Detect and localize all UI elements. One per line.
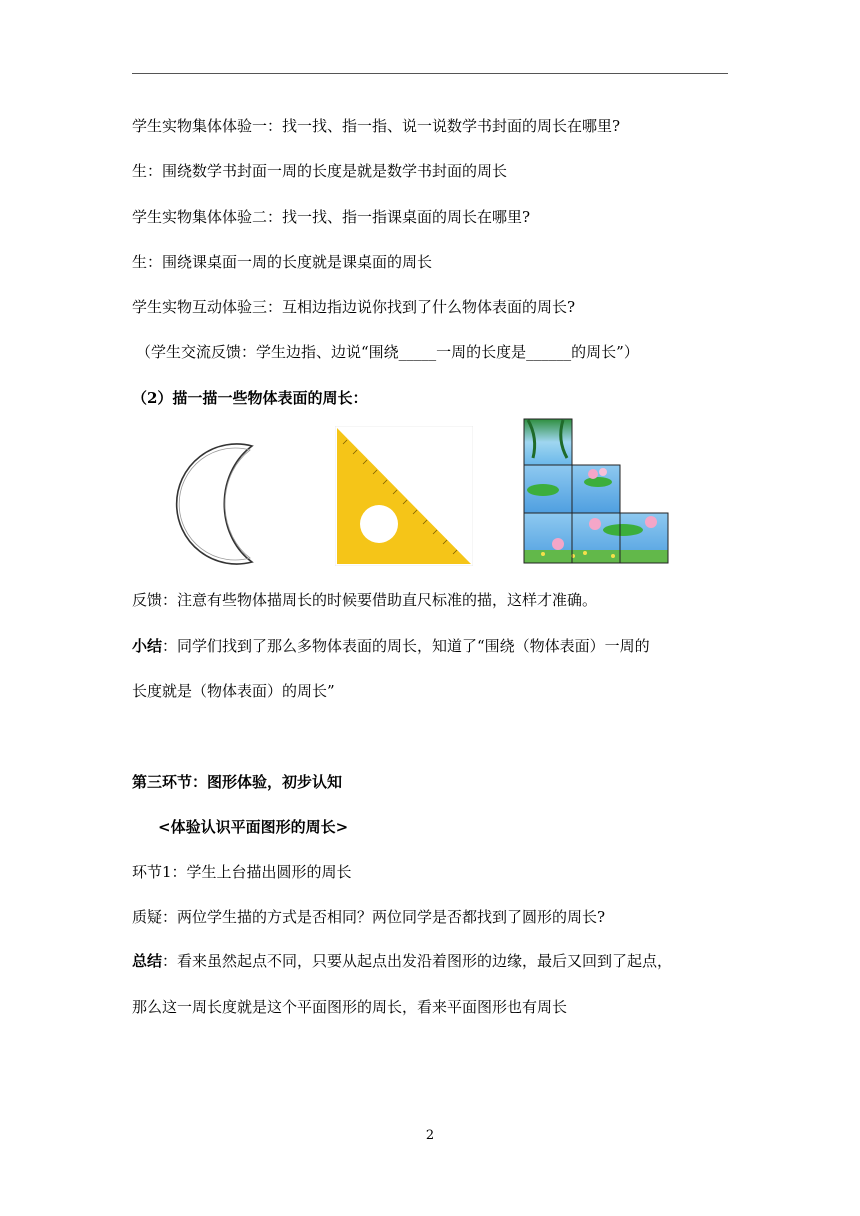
pond-squares-figure: [523, 418, 669, 564]
subheading: （2）描一描一些物体表面的周长：: [132, 389, 368, 407]
crescent-moon-figure: [172, 442, 258, 566]
text-line: 生：围绕数学书封面一周的长度是就是数学书封面的周长: [132, 162, 508, 180]
header-rule: [132, 73, 728, 74]
summary-text: ：同学们找到了那么多物体表面的周长，知道了“围绕（物体表面）一周的: [162, 637, 650, 655]
conclusion-line: [132, 951, 672, 971]
text-line: 那么这一周长度就是这个平面图形的周长，看来平面图形也有周长: [132, 998, 568, 1016]
page-number: 2: [425, 1128, 435, 1143]
text-line: 学生实物集体体验二：找一找、指一指课桌面的周长在哪里?: [132, 208, 531, 226]
text-line: 学生实物集体体验一：找一找、指一指、说一说数学书封面的周长在哪里?: [132, 117, 621, 135]
text-line: 长度就是（物体表面）的周长”: [132, 682, 335, 700]
summary-line: [132, 636, 650, 656]
text-line: 学生实物互动体验三：互相边指边说你找到了什么物体表面的周长?: [132, 298, 576, 316]
section-heading: 第三环节：图形体验，初步认知: [132, 773, 343, 791]
conclusion-text: ：看来虽然起点不同，只要从起点出发沿着图形的边缘，最后又回到了起点，: [162, 952, 673, 970]
text-line: 质疑：两位学生描的方式是否相同？两位同学是否都找到了圆形的周长?: [132, 908, 606, 926]
text-line: 生：围绕课桌面一周的长度就是课桌面的周长: [132, 253, 433, 271]
triangle-ruler-figure: [335, 426, 473, 566]
section-subheading: <体验认识平面图形的周长>: [158, 818, 349, 836]
conclusion-label: 总结: [132, 952, 163, 970]
text-line: 环节1：学生上台描出圆形的周长: [132, 863, 352, 881]
text-line: （学生交流反馈：学生边指、边说“围绕_____一周的长度是______的周长”）: [136, 343, 639, 361]
text-line: 反馈：注意有些物体描周长的时候要借助直尺标准的描，这样才准确。: [132, 591, 598, 609]
summary-label: 小结: [132, 637, 163, 655]
